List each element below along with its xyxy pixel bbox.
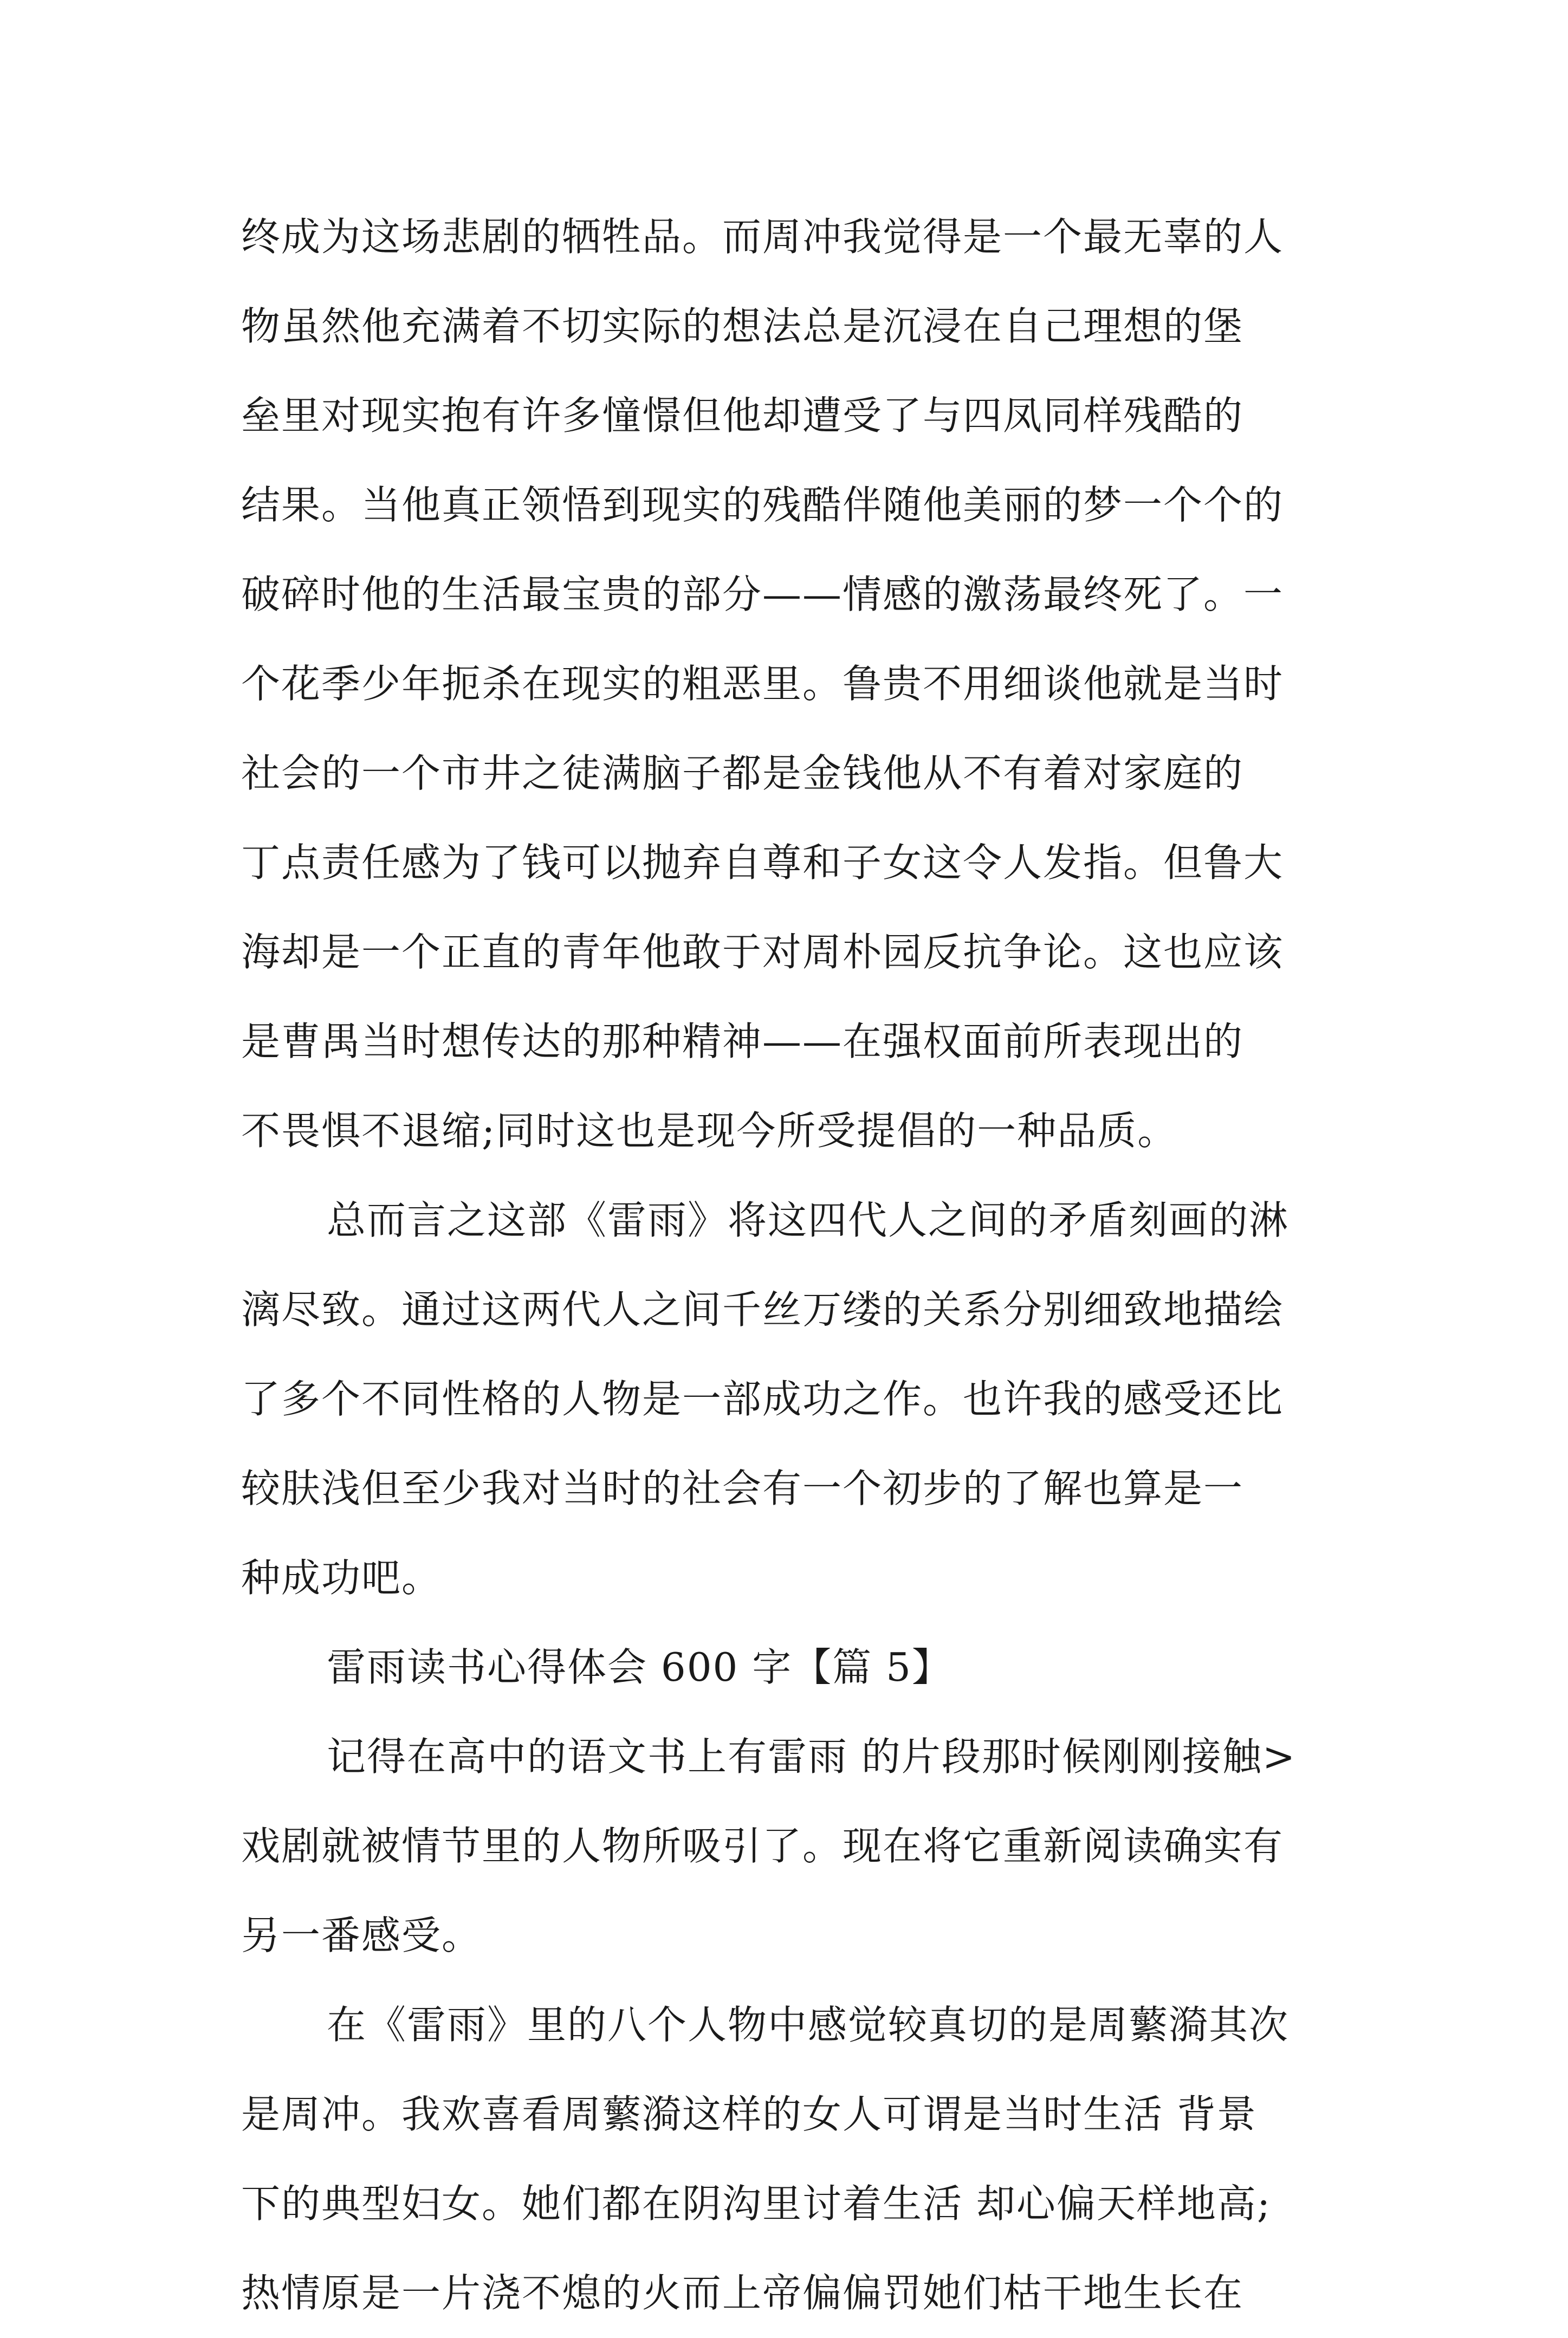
text-line: 下的典型妇女。她们都在阴沟里讨着生活 却心偏天样地高; [241,2181,1272,2226]
text-line: 了多个不同性格的人物是一部成功之作。也许我的感受还比 [241,1376,1284,1422]
text-line: 物虽然他充满着不切实际的想法总是沉浸在自己理想的堡 [241,303,1244,349]
paragraph-first-line: 总而言之这部《雷雨》将这四代人之间的矛盾刻画的淋 [327,1197,1290,1243]
text-line: 结果。当他真正领悟到现实的残酷伴随他美丽的梦一个个的 [241,482,1284,528]
text-line: 另一番感受。 [241,1913,482,1958]
text-line: 垒里对现实抱有许多憧憬但他却遭受了与四凤同样残酷的 [241,393,1244,438]
text-line: 终成为这场悲剧的牺牲品。而周冲我觉得是一个最无辜的人 [241,214,1284,260]
text-line: 较肤浅但至少我对当时的社会有一个初步的了解也算是一 [241,1466,1244,1511]
paragraph-first-line: 记得在高中的语文书上有雷雨 的片段那时候刚刚接触> [327,1734,1297,1779]
text-line: 是曹禺当时想传达的那种精神——在强权面前所表现出的 [241,1019,1244,1064]
body-text [241,192,1341,2338]
text-line: 种成功吧。 [241,1555,442,1601]
text-line: 漓尽致。通过这两代人之间千丝万缕的关系分别细致地描绘 [241,1287,1284,1332]
text-line: 是周冲。我欢喜看周蘩漪这样的女人可谓是当时生活 背景 [241,2091,1257,2137]
text-line: 破碎时他的生活最宝贵的部分——情感的激荡最终死了。一 [241,572,1284,617]
text-line: 海却是一个正直的青年他敢于对周朴园反抗争论。这也应该 [241,929,1284,975]
text-line: 戏剧就被情节里的人物所吸引了。现在将它重新阅读确实有 [241,1823,1284,1869]
text-line: 社会的一个市井之徒满脑子都是金钱他从不有着对家庭的 [241,750,1244,796]
paragraph-first-line: 在《雷雨》里的八个人物中感觉较真切的是周蘩漪其次 [327,2002,1290,2048]
section-heading: 雷雨读书心得体会 600 字【篇 5】 [327,1644,952,1690]
text-line: 不畏惧不退缩;同时这也是现今所受提倡的一种品质。 [241,1108,1178,1154]
text-line: 丁点责任感为了钱可以抛弃自尊和子女这令人发指。但鲁大 [241,840,1284,885]
text-line: 个花季少年扼杀在现实的粗恶里。鲁贵不用细谈他就是当时 [241,661,1284,707]
text-line: 热情原是一片浇不熄的火而上帝偏偏罚她们枯干地生长在 [241,2270,1244,2316]
